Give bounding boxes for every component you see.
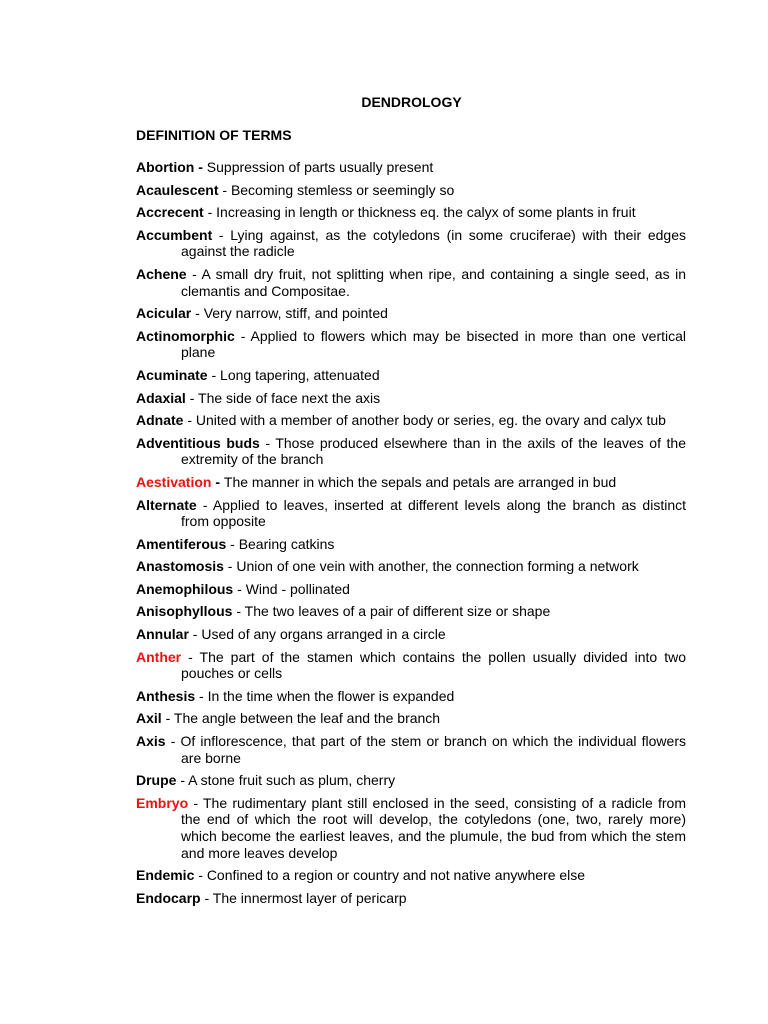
glossary-term: Anther	[136, 648, 182, 665]
term-separator: -	[218, 181, 231, 198]
term-separator: -	[165, 733, 181, 750]
glossary-entry	[136, 649, 686, 682]
glossary-definition: Long tapering, attenuated	[220, 366, 380, 383]
term-separator: -	[223, 558, 237, 575]
glossary-entry	[136, 305, 686, 322]
glossary-definition: In the time when the flower is expanded	[207, 687, 455, 704]
glossary-definition: Lying against, as the cotyledons (in some cruciferae) with their edges against the radicle	[181, 226, 686, 260]
glossary-entry	[136, 435, 686, 468]
glossary-term: Alternate	[136, 496, 197, 513]
glossary-entry	[136, 328, 686, 361]
glossary-definition: The side of face next the axis	[198, 389, 381, 406]
glossary-definition: The part of the stamen which contains the pollen usually divided into two pouches or cells	[181, 648, 686, 682]
glossary-term: Embryo	[136, 794, 189, 811]
glossary-definition: United with a member of another body or series, eg. the ovary and calyx tub	[195, 412, 666, 429]
term-separator: -	[181, 648, 200, 665]
term-separator: -	[233, 580, 246, 597]
term-separator: -	[234, 327, 251, 344]
glossary-definition: Suppression of parts usually present	[206, 159, 434, 175]
glossary-definition: The angle between the leaf and the branch	[173, 710, 441, 727]
glossary-definition: Applied to flowers which may be bisected in more than one vertical plane	[181, 327, 687, 361]
glossary-entry	[136, 536, 686, 553]
term-separator: -	[191, 305, 204, 322]
glossary-entry	[136, 227, 686, 260]
term-separator: -	[226, 535, 239, 552]
glossary-term: Acicular	[136, 305, 192, 322]
glossary-entry	[136, 558, 686, 575]
glossary-definition: Very narrow, stiff, and pointed	[203, 305, 388, 322]
glossary-entry	[136, 204, 686, 221]
term-separator: -	[196, 496, 213, 513]
glossary-entry	[136, 603, 686, 620]
glossary-definition: The rudimentary plant still enclosed in the seed, consisting of a radicle from the end of which the root will develop, the cotyledons (one, two, rarely more) which become the earliest leaves, and the plumule, the bud from which the stem and more leaves develop	[181, 794, 686, 861]
term-separator: -	[207, 366, 221, 383]
term-separator: -	[212, 226, 231, 243]
glossary-definition: Of inflorescence, that part of the stem or branch on which the individual flowers are borne	[180, 733, 686, 766]
glossary-term: Anemophilous	[136, 580, 234, 597]
glossary-definition: Those produced elsewhere than in the axils of the leaves of the extremity of the branch	[181, 434, 686, 468]
glossary-entry	[136, 626, 686, 643]
glossary-term: Axis	[136, 733, 166, 750]
term-separator: -	[188, 626, 202, 643]
term-separator: -	[195, 687, 208, 704]
glossary-entry	[136, 497, 686, 530]
glossary-term: Endemic	[136, 867, 195, 884]
glossary-definition: Increasing in length or thickness eq. the calyx of some plants in fruit	[216, 204, 636, 221]
glossary-definition: A small dry fruit, not splitting when ripe, and containing a single seed, as in clemantis and Compositae.	[181, 265, 686, 299]
glossary-term: Anthesis	[136, 687, 196, 704]
glossary-definition: Becoming stemless or seemingly so	[230, 181, 455, 198]
glossary-list	[136, 159, 686, 912]
glossary-entry	[136, 412, 686, 429]
glossary-term: Accrecent	[136, 204, 204, 221]
term-separator: -	[203, 204, 217, 221]
glossary-term: Amentiferous	[136, 535, 227, 552]
glossary-term: Adnate	[136, 412, 184, 429]
glossary-term: Achene	[136, 265, 187, 282]
glossary-definition: The innermost layer of pericarp	[212, 889, 407, 906]
glossary-entry	[136, 688, 686, 705]
glossary-term: Endocarp	[136, 889, 201, 906]
glossary-term: Drupe	[136, 772, 177, 789]
glossary-entry	[136, 474, 686, 491]
glossary-definition: The two leaves of a pair of different size or shape	[244, 603, 551, 620]
glossary-entry	[136, 795, 686, 861]
glossary-entry	[136, 710, 686, 727]
term-separator: -	[176, 772, 189, 789]
section-heading: DEFINITION OF TERMS	[136, 127, 292, 143]
term-separator: -	[194, 867, 207, 884]
glossary-term: Acuminate	[136, 366, 208, 383]
glossary-definition: The manner in which the sepals and petals are arranged in bud	[223, 473, 617, 490]
glossary-entry	[136, 159, 686, 176]
glossary-entry	[136, 182, 686, 199]
glossary-term: Adaxial	[136, 389, 186, 406]
document-title: DENDROLOGY	[361, 94, 462, 110]
term-separator: -	[161, 710, 174, 727]
term-separator: -	[232, 603, 245, 620]
glossary-definition: Applied to leaves, inserted at different levels along the branch as distinct from opposite	[181, 496, 687, 530]
glossary-term: Abortion	[136, 159, 195, 175]
term-separator: -	[259, 434, 276, 451]
glossary-definition: Union of one vein with another, the connection forming a network	[236, 558, 639, 575]
glossary-term: Accumbent	[136, 226, 213, 243]
glossary-entry	[136, 890, 686, 907]
glossary-term: Anastomosis	[136, 558, 224, 575]
term-separator: -	[186, 265, 202, 282]
glossary-term: Acaulescent	[136, 181, 219, 198]
glossary-entry	[136, 581, 686, 598]
glossary-entry	[136, 390, 686, 407]
glossary-definition: Confined to a region or country and not native anywhere else	[206, 867, 586, 884]
term-separator: -	[185, 389, 199, 406]
term-separator: -	[211, 473, 224, 490]
glossary-term: Aestivation	[136, 473, 212, 490]
glossary-entry	[136, 867, 686, 884]
glossary-definition: Bearing catkins	[238, 535, 335, 552]
glossary-term: Axil	[136, 710, 162, 727]
glossary-entry	[136, 266, 686, 299]
term-separator: -	[200, 889, 213, 906]
term-separator: -	[194, 159, 207, 175]
glossary-definition: Used of any organs arranged in a circle	[201, 626, 446, 643]
glossary-term: Anisophyllous	[136, 603, 233, 620]
glossary-definition: A stone fruit such as plum, cherry	[188, 772, 396, 789]
term-separator: -	[183, 412, 196, 429]
glossary-entry	[136, 367, 686, 384]
glossary-entry	[136, 772, 686, 789]
glossary-term: Adventitious buds	[136, 434, 260, 451]
glossary-term: Actinomorphic	[136, 327, 235, 344]
glossary-term: Annular	[136, 626, 189, 643]
glossary-definition: Wind - pollinated	[245, 580, 350, 597]
glossary-entry	[136, 733, 686, 766]
term-separator: -	[188, 794, 203, 811]
